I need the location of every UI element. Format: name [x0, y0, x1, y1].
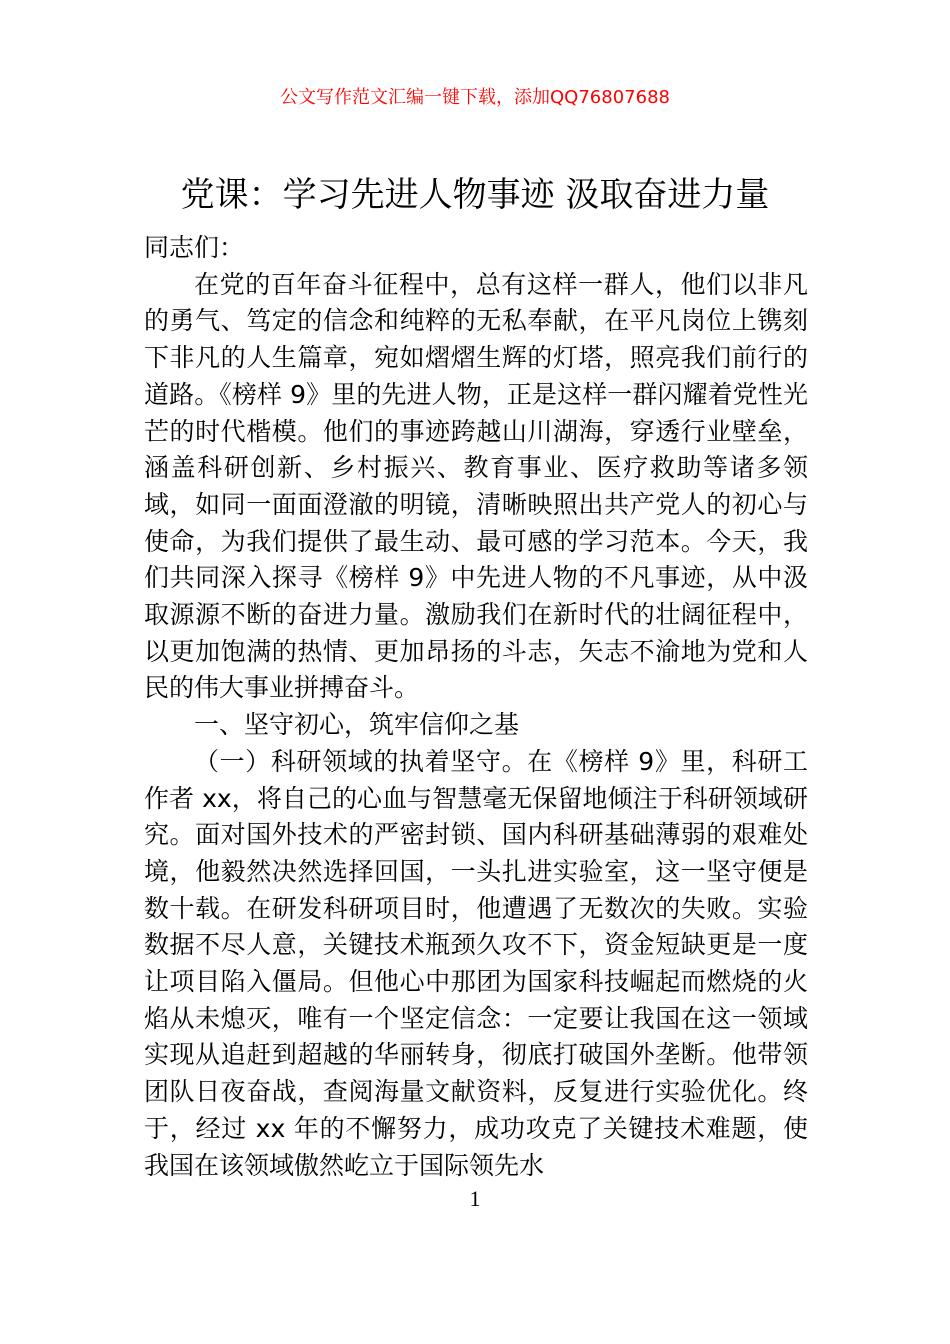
download-promo-note: 公文写作范文汇编一键下载，添加QQ76807688 [280, 87, 670, 108]
document-body [144, 230, 808, 1184]
intro-paragraph: 在党的百年奋斗征程中，总有这样一群人，他们以非凡的勇气、笃定的信念和纯粹的无私奉献，在平凡岗位上镌刻下非凡的人生篇章，宛如熠熠生辉的灯塔，照亮我们前行的道路。《榜样 9》里的先进人物，正是这样一群闪耀着党性光芒的时代楷模。他们的事迹跨越山川湖海，穿透行业壁垒，涵盖科研创新、乡村振兴、教育事业、医疗救助等诸多领域，如同一面面澄澈的明镜，清晰映照出共产党人的初心与使命，为我们提供了最生动、最可感的学习范本。今天，我们共同深入探寻《榜样 9》中先进人物的不凡事迹，从中汲取源源不断的奋进力量。激励我们在新时代的壮阔征程中，以更加饱满的热情、更加昂扬的斗志，矢志不渝地为党和人民的伟大事业拼搏奋斗。 [144, 269, 808, 703]
subsection-paragraph-1: （一）科研领域的执着坚守。在《榜样 9》里，科研工作者 xx，将自己的心血与智慧毫无保留地倾注于科研领域研究。面对国外技术的严密封锁、国内科研基础薄弱的艰难处境，他毅然决然选择回国，一头扎进实验室，这一坚守便是数十载。在研发科研项目时，他遭遇了无数次的失败。实验数据不尽人意，关键技术瓶颈久攻不下，资金短缺更是一度让项目陷入僵局。但他心中那团为国家科技崛起而燃烧的火焰从未熄灭，唯有一个坚定信念：一定要让我国在这一领域实现从追赶到超越的华丽转身，彻底打破国外垄断。他带领团队日夜奋战，查阅海量文献资料，反复进行实验优化。终于，经过 xx 年的不懈努力，成功攻克了关键技术难题，使我国在该领域傲然屹立于国际领先水 [144, 746, 808, 1180]
section-heading-1: 一、坚守初心，筑牢信仰之基 [194, 710, 520, 740]
document-title: 党课：学习先进人物事迹 汲取奋进力量 [180, 175, 770, 215]
page-number: 1 [469, 1186, 481, 1211]
greeting: 同志们： [144, 233, 245, 262]
